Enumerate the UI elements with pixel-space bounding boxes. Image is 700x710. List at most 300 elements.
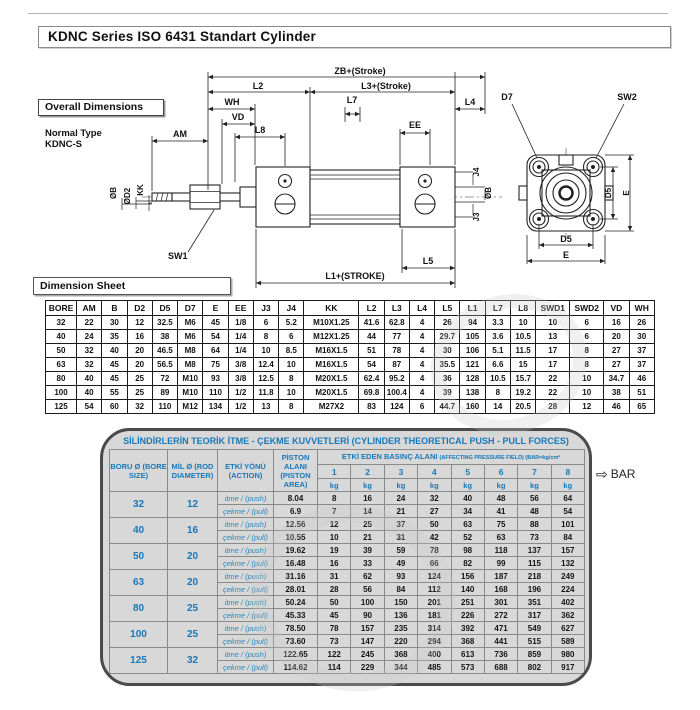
- action-label: itme / (push): [218, 518, 274, 531]
- dim-cell: 28: [536, 400, 570, 414]
- dim-col-header: VD: [604, 301, 629, 316]
- force-value: 118: [484, 544, 517, 557]
- dim-cell: 3/8: [228, 358, 253, 372]
- dim-cell: 125: [46, 400, 77, 414]
- dim-cell: 4: [409, 372, 434, 386]
- force-value: 362: [551, 609, 584, 622]
- dim-cell: 12: [127, 316, 152, 330]
- dim-cell: 20: [127, 344, 152, 358]
- dim-cell: 32: [77, 358, 102, 372]
- piston-area: 16.48: [274, 557, 318, 570]
- dim-cell: 65: [629, 400, 654, 414]
- force-value: 368: [451, 635, 484, 648]
- dim-cell: 12: [570, 400, 604, 414]
- dim-label-e-right: E: [622, 190, 631, 196]
- force-row-push: [110, 596, 585, 609]
- force-value: 249: [551, 570, 584, 583]
- force-value: 41: [484, 505, 517, 518]
- dim-cell: 63: [46, 358, 77, 372]
- force-value: 73: [318, 635, 351, 648]
- force-value: 549: [518, 622, 551, 635]
- dim-cell: 26: [629, 316, 654, 330]
- dim-label-d5-right: D5: [604, 187, 613, 199]
- force-value: 21: [384, 505, 417, 518]
- force-value: 181: [418, 609, 451, 622]
- dim-cell: 32: [127, 400, 152, 414]
- dim-label-l7: L7: [346, 95, 358, 105]
- force-value: 441: [484, 635, 517, 648]
- force-value: 402: [551, 596, 584, 609]
- force-value: 100: [351, 596, 384, 609]
- force-value: 150: [384, 596, 417, 609]
- pressure-unit: kg: [418, 479, 451, 492]
- page-title: [38, 26, 671, 48]
- dim-cell: 8: [485, 386, 510, 400]
- force-row-push: [110, 648, 585, 661]
- force-bore: 40: [110, 518, 168, 544]
- action-label: çekme / (pull): [218, 661, 274, 674]
- force-header-row: [110, 450, 585, 465]
- action-label: itme / (push): [218, 544, 274, 557]
- dim-cell: 38: [152, 330, 177, 344]
- dim-col-header: KK: [304, 301, 359, 316]
- force-value: 7: [318, 505, 351, 518]
- force-value: 627: [551, 622, 584, 635]
- pressure-value: 5: [451, 465, 484, 479]
- force-value: 101: [551, 518, 584, 531]
- col-header-rod: MİL Ø (ROD DIAMETER): [168, 450, 218, 492]
- force-value: 124: [418, 570, 451, 583]
- force-table-container: [100, 428, 592, 686]
- dim-cell: 38: [604, 386, 629, 400]
- force-value: 56: [351, 583, 384, 596]
- dim-cell: M6: [178, 316, 203, 330]
- force-value: 980: [551, 648, 584, 661]
- dim-cell: 45: [102, 372, 127, 386]
- force-value: 25: [351, 518, 384, 531]
- dim-label-d7: D7: [501, 92, 513, 102]
- dim-cell: 60: [102, 400, 127, 414]
- side-view: [122, 167, 502, 252]
- action-label: itme / (push): [218, 596, 274, 609]
- dim-cell: 19.2: [510, 386, 535, 400]
- pressure-unit: kg: [318, 479, 351, 492]
- force-value: 73: [518, 531, 551, 544]
- action-label: çekme / (pull): [218, 531, 274, 544]
- dim-col-header: AM: [77, 301, 102, 316]
- dim-cell: 45: [203, 316, 228, 330]
- end-view: [512, 104, 624, 238]
- dim-cell: 56.5: [152, 358, 177, 372]
- force-value: 45: [318, 609, 351, 622]
- dim-cell: 50: [46, 344, 77, 358]
- dim-cell: 6: [253, 316, 278, 330]
- pressure-unit: kg: [351, 479, 384, 492]
- dim-cell: 6: [409, 400, 434, 414]
- force-value: 88: [518, 518, 551, 531]
- force-value: 344: [384, 661, 417, 674]
- dim-cell: 138: [460, 386, 485, 400]
- dim-label-ob-right: ØB: [484, 187, 493, 199]
- dim-cell: 4: [409, 386, 434, 400]
- force-value: 114: [318, 661, 351, 674]
- dim-label-l2: L2: [252, 81, 264, 91]
- dim-cell: 16: [604, 316, 629, 330]
- dim-col-header: L2: [359, 301, 384, 316]
- dim-cell: 13: [253, 400, 278, 414]
- force-value: 75: [484, 518, 517, 531]
- force-rod: 20: [168, 570, 218, 596]
- dim-col-header: J4: [279, 301, 304, 316]
- force-value: 50: [418, 518, 451, 531]
- dim-cell: 26: [435, 316, 460, 330]
- dim-cell: 3.6: [485, 330, 510, 344]
- dim-label-od2: ØD2: [123, 187, 132, 205]
- force-value: 16: [318, 557, 351, 570]
- force-value: 33: [351, 557, 384, 570]
- normal-type-line2: KDNC-S: [45, 139, 82, 150]
- force-rod: 20: [168, 544, 218, 570]
- force-value: 19: [318, 544, 351, 557]
- force-row-push: [110, 518, 585, 531]
- dim-col-header: EE: [228, 301, 253, 316]
- dim-col-header: L4: [409, 301, 434, 316]
- dim-cell: 55: [102, 386, 127, 400]
- force-rod: 25: [168, 622, 218, 648]
- force-value: 78: [318, 622, 351, 635]
- right-arrow-icon: ⇨: [596, 466, 608, 482]
- dim-cell: 6.6: [485, 358, 510, 372]
- action-label: itme / (push): [218, 492, 274, 505]
- force-value: 31: [384, 531, 417, 544]
- force-value: 12: [318, 518, 351, 531]
- col-header-area: PİSTON ALANI (PISTON AREA): [274, 450, 318, 492]
- force-table-title: SİLİNDİRLERİN TEORİK İTME - ÇEKME KUVVETLERİ (CYLINDER THEORETICAL PUSH - PULL FORCES): [123, 436, 569, 446]
- force-value: 37: [384, 518, 417, 531]
- dim-cell: M10: [178, 386, 203, 400]
- piston-area: 10.55: [274, 531, 318, 544]
- force-value: 52: [451, 531, 484, 544]
- dim-cell: 22: [536, 372, 570, 386]
- dim-cell: 93: [203, 372, 228, 386]
- dim-cell: 1/4: [228, 330, 253, 344]
- dim-col-header: E: [203, 301, 228, 316]
- piston-area: 114.62: [274, 661, 318, 674]
- dim-cell: 128: [460, 372, 485, 386]
- pressure-unit: kg: [451, 479, 484, 492]
- dim-cell: M8: [178, 344, 203, 358]
- force-value: 56: [518, 492, 551, 505]
- dim-label-kk: KK: [136, 184, 145, 196]
- dim-cell: 124: [384, 400, 409, 414]
- force-value: 8: [318, 492, 351, 505]
- col-header-action: ETKİ YÖNÜ (ACTION): [218, 450, 274, 492]
- dimension-row: [46, 330, 655, 344]
- force-value: 90: [351, 609, 384, 622]
- dim-cell: 54: [359, 358, 384, 372]
- dim-cell: 32: [77, 344, 102, 358]
- dim-cell: 11.8: [253, 386, 278, 400]
- dim-label-sw1: SW1: [168, 251, 188, 261]
- bar-annotation: [596, 467, 635, 481]
- dim-cell: 39: [435, 386, 460, 400]
- dimension-sheet-body: [46, 316, 655, 414]
- force-value: 16: [351, 492, 384, 505]
- force-value: 32: [418, 492, 451, 505]
- dim-cell: 30: [102, 316, 127, 330]
- dim-cell: 22: [77, 316, 102, 330]
- dim-cell: M12: [178, 400, 203, 414]
- action-label: itme / (push): [218, 648, 274, 661]
- dim-cell: 8.5: [279, 344, 304, 358]
- force-value: 82: [451, 557, 484, 570]
- dim-label-vd: VD: [231, 112, 245, 122]
- dim-cell: 10: [510, 316, 535, 330]
- normal-type-line1: Normal Type: [45, 128, 102, 139]
- dim-cell: 24: [77, 330, 102, 344]
- bar-label: BAR: [610, 467, 636, 481]
- force-value: 50: [318, 596, 351, 609]
- force-value: 368: [384, 648, 417, 661]
- dim-cell: 8: [570, 358, 604, 372]
- dim-cell: 29.7: [435, 330, 460, 344]
- force-bore: 80: [110, 596, 168, 622]
- force-value: 400: [418, 648, 451, 661]
- force-value: 98: [451, 544, 484, 557]
- dim-cell: 4: [409, 330, 434, 344]
- pressure-value: 6: [484, 465, 517, 479]
- dim-cell: 134: [203, 400, 228, 414]
- dim-cell: 37: [629, 358, 654, 372]
- dim-cell: 16: [127, 330, 152, 344]
- force-value: 613: [451, 648, 484, 661]
- dim-label-e-bottom: E: [562, 250, 570, 260]
- dim-label-j3: J3: [472, 212, 481, 222]
- pressure-value: 1: [318, 465, 351, 479]
- dim-col-header: D7: [178, 301, 203, 316]
- dim-cell: 160: [460, 400, 485, 414]
- dimension-row: [46, 358, 655, 372]
- force-rod: 16: [168, 518, 218, 544]
- dim-cell: 110: [152, 400, 177, 414]
- dim-cell: 14: [485, 400, 510, 414]
- dim-label-sw2: SW2: [617, 92, 637, 102]
- dim-cell: 100: [46, 386, 77, 400]
- dim-cell: 34.7: [604, 372, 629, 386]
- dim-cell: 80: [46, 372, 77, 386]
- dim-cell: 32: [46, 316, 77, 330]
- force-bore: 100: [110, 622, 168, 648]
- force-value: 157: [551, 544, 584, 557]
- piston-area: 50.24: [274, 596, 318, 609]
- force-bore: 63: [110, 570, 168, 596]
- force-value: 66: [418, 557, 451, 570]
- dim-cell: 72: [152, 372, 177, 386]
- force-value: 84: [384, 583, 417, 596]
- dim-cell: 27: [604, 344, 629, 358]
- action-label: çekme / (pull): [218, 635, 274, 648]
- force-value: 515: [518, 635, 551, 648]
- dim-cell: 12.5: [253, 372, 278, 386]
- dim-cell: 94: [460, 316, 485, 330]
- dim-label-j4: J4: [472, 167, 481, 177]
- dim-cell: 44: [359, 330, 384, 344]
- page-title-text: KDNC Series ISO 6431 Standart Cylinder: [48, 29, 316, 44]
- dimension-row: [46, 400, 655, 414]
- force-value: 245: [351, 648, 384, 661]
- force-row-push: [110, 544, 585, 557]
- dim-cell: 6: [570, 330, 604, 344]
- force-value: 63: [484, 531, 517, 544]
- dim-cell: 1/2: [228, 386, 253, 400]
- dim-cell: 64: [203, 344, 228, 358]
- piston-area: 8.04: [274, 492, 318, 505]
- force-value: 589: [551, 635, 584, 648]
- force-value: 859: [518, 648, 551, 661]
- dim-cell: 62.4: [359, 372, 384, 386]
- force-value: 39: [351, 544, 384, 557]
- dim-cell: 35: [102, 330, 127, 344]
- dim-col-header: B: [102, 301, 127, 316]
- force-value: 78: [418, 544, 451, 557]
- force-value: 485: [418, 661, 451, 674]
- dim-cell: 5.2: [279, 316, 304, 330]
- dim-cell: 54: [77, 400, 102, 414]
- dim-cell: 27: [604, 358, 629, 372]
- pressure-value: 7: [518, 465, 551, 479]
- normal-type-label: [45, 128, 102, 150]
- dim-cell: 20: [127, 358, 152, 372]
- dim-cell: M16X1.5: [304, 358, 359, 372]
- piston-area: 122.65: [274, 648, 318, 661]
- dim-cell: 10: [279, 358, 304, 372]
- pressure-unit: kg: [484, 479, 517, 492]
- dim-cell: 5.1: [485, 344, 510, 358]
- dim-cell: 1/2: [228, 400, 253, 414]
- dim-cell: 1/4: [228, 344, 253, 358]
- dim-cell: 110: [203, 386, 228, 400]
- dim-col-header: L8: [510, 301, 535, 316]
- dim-cell: 30: [435, 344, 460, 358]
- dim-label-am: AM: [173, 129, 187, 139]
- force-value: 132: [551, 557, 584, 570]
- dimension-sheet-table: [45, 300, 655, 414]
- dim-cell: 40: [77, 386, 102, 400]
- dim-label-l1: L1+(STROKE): [325, 271, 385, 281]
- dim-cell: 10: [536, 316, 570, 330]
- dim-cell: 13: [536, 330, 570, 344]
- dim-cell: 30: [629, 330, 654, 344]
- dim-cell: 46: [629, 372, 654, 386]
- dim-cell: 1/8: [228, 316, 253, 330]
- action-label: çekme / (pull): [218, 557, 274, 570]
- dim-cell: 12.4: [253, 358, 278, 372]
- dim-label-ee: EE: [408, 120, 422, 130]
- dim-col-header: L1: [460, 301, 485, 316]
- dim-col-header: D5: [152, 301, 177, 316]
- force-value: 294: [418, 635, 451, 648]
- force-value: 156: [451, 570, 484, 583]
- dim-cell: 40: [77, 372, 102, 386]
- force-table-body: [110, 492, 585, 674]
- dim-cell: 11.5: [510, 344, 535, 358]
- force-bore: 50: [110, 544, 168, 570]
- dim-col-header: D2: [127, 301, 152, 316]
- piston-area: 73.60: [274, 635, 318, 648]
- dim-cell: 100.4: [384, 386, 409, 400]
- dim-cell: 10: [570, 372, 604, 386]
- dim-cell: 69.8: [359, 386, 384, 400]
- pressure-value: 8: [551, 465, 584, 479]
- piston-area: 78.50: [274, 622, 318, 635]
- dim-cell: M10X1.25: [304, 316, 359, 330]
- dim-cell: 106: [460, 344, 485, 358]
- force-value: 48: [518, 505, 551, 518]
- force-value: 10: [318, 531, 351, 544]
- force-value: 392: [451, 622, 484, 635]
- dim-label-wh: WH: [224, 97, 240, 107]
- force-value: 54: [551, 505, 584, 518]
- force-value: 122: [318, 648, 351, 661]
- action-label: çekme / (pull): [218, 505, 274, 518]
- dim-cell: 45: [102, 358, 127, 372]
- dim-cell: 17: [536, 358, 570, 372]
- dim-cell: 15.7: [510, 372, 535, 386]
- force-rod: 12: [168, 492, 218, 518]
- pressure-value: 4: [418, 465, 451, 479]
- force-row-push: [110, 570, 585, 583]
- dim-cell: 8: [279, 372, 304, 386]
- force-value: 14: [351, 505, 384, 518]
- dim-cell: 6: [279, 330, 304, 344]
- force-bore: 32: [110, 492, 168, 518]
- force-value: 140: [451, 583, 484, 596]
- force-value: 21: [351, 531, 384, 544]
- force-value: 99: [484, 557, 517, 570]
- dim-cell: 75: [203, 358, 228, 372]
- dimension-row: [46, 372, 655, 386]
- dim-cell: 6: [570, 316, 604, 330]
- dim-cell: M6: [178, 330, 203, 344]
- dim-col-header: J3: [253, 301, 278, 316]
- piston-area: 45.33: [274, 609, 318, 622]
- force-value: 137: [518, 544, 551, 557]
- pressure-unit: kg: [551, 479, 584, 492]
- pressure-header: [318, 450, 585, 465]
- dim-col-header: SWD1: [536, 301, 570, 316]
- dim-cell: 40: [46, 330, 77, 344]
- dim-col-header: SWD2: [570, 301, 604, 316]
- force-bore: 125: [110, 648, 168, 674]
- dim-label-l4: L4: [464, 97, 476, 107]
- force-value: 63: [451, 518, 484, 531]
- force-value: 59: [384, 544, 417, 557]
- force-value: 34: [451, 505, 484, 518]
- dim-cell: 22: [536, 386, 570, 400]
- dim-cell: 20.5: [510, 400, 535, 414]
- force-value: 27: [418, 505, 451, 518]
- force-rod: 32: [168, 648, 218, 674]
- dim-cell: 8: [253, 330, 278, 344]
- dim-cell: 51: [629, 386, 654, 400]
- dim-cell: 40: [102, 344, 127, 358]
- dim-cell: 8: [570, 344, 604, 358]
- force-value: 49: [384, 557, 417, 570]
- piston-area: 6.9: [274, 505, 318, 518]
- force-value: 736: [484, 648, 517, 661]
- dim-cell: 121: [460, 358, 485, 372]
- force-value: 688: [484, 661, 517, 674]
